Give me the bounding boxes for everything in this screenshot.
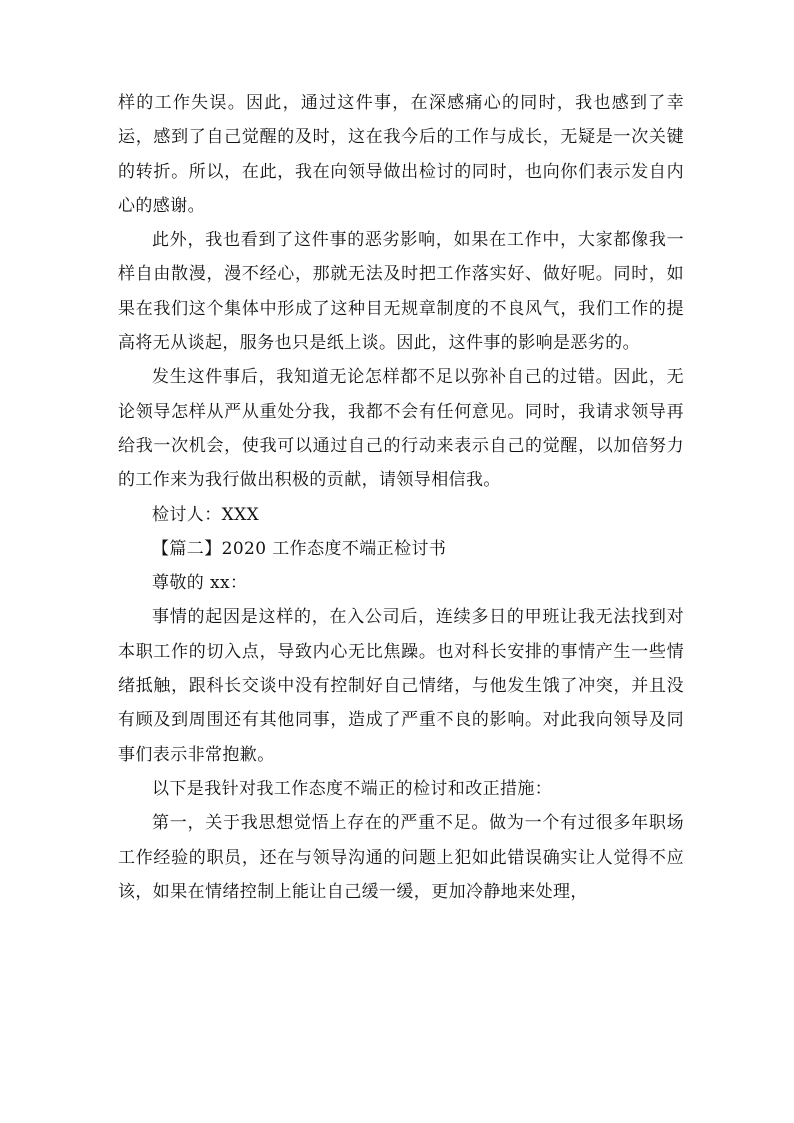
paragraph-cause: 事情的起因是这样的，在入公司后，连续多日的甲班让我无法找到对本职工作的切入点，导致内心无比焦躁。也对科长安排的事情产生一些情绪抵触，跟科长交谈中没有控制好自己情绪，与他发生饿了冲突，并且没有顾及到周围还有其他同事，造成了严重不良的影响。对此我向领导及同事们表示非常抱歉。 <box>118 607 684 765</box>
signature-line: 检讨人：XXX <box>152 504 260 525</box>
salutation: 尊敬的 xx： <box>152 573 248 594</box>
paragraph-point-one: 第一，关于我思想觉悟上存在的严重不足。做为一个有过很多年职场工作经验的职员，还在与领导沟通的问题上犯如此错误确实让人觉得不应该，如果在情绪控制上能让自己缓一缓，更加冷静地来处理， <box>118 813 684 902</box>
paragraph-request: 发生这件事后，我知道无论怎样都不足以弥补自己的过错。因此，无论领导怎样从严从重处分我，我都不会有任何意见。同时，我请求领导再给我一次机会，使我可以通过自己的行动来表示自己的觉醒，以加倍努力的工作来为我行做出积极的贡献，请领导相信我。 <box>118 367 684 491</box>
paragraph-impact: 此外，我也看到了这件事的恶劣影响，如果在工作中，大家都像我一样自由散漫，漫不经心，那就无法及时把工作落实好、做好呢。同时，如果在我们这个集体中形成了这种目无规章制度的不良风气，我们工作的提高将无从谈起，服务也只是纸上谈。因此，这件事的影响是恶劣的。 <box>118 230 684 354</box>
section-heading: 【篇二】2020 工作态度不端正检讨书 <box>152 538 447 559</box>
document-body <box>118 86 684 909</box>
paragraph-continuation: 样的工作失误。因此，通过这件事，在深感痛心的同时，我也感到了幸运，感到了自己觉醒的及时，这在我今后的工作与成长，无疑是一次关键的转折。所以，在此，我在向领导做出检讨的同时，也向你们表示发自内心的感谢。 <box>118 93 684 216</box>
paragraph-intro-measures: 以下是我针对我工作态度不端正的检讨和改正措施： <box>152 778 553 799</box>
